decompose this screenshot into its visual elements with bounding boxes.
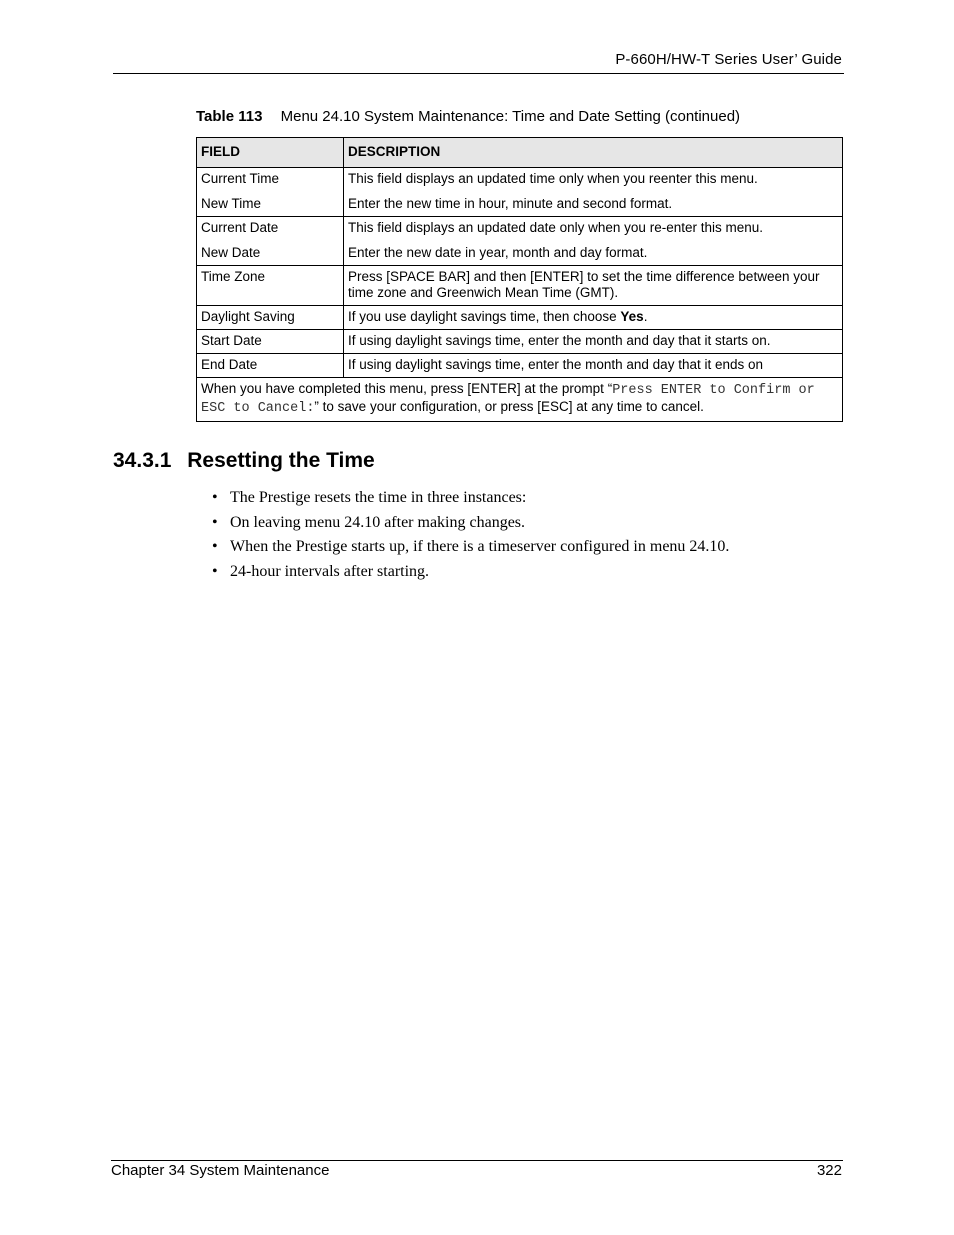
- bullet-icon: •: [212, 538, 218, 555]
- description-cell: [344, 217, 843, 266]
- field-end-date: End Date: [197, 354, 344, 378]
- prompt-code-text: Press ENTER to Confirm or ESC to Cancel:: [201, 383, 815, 416]
- description-cell: If using daylight savings time, enter the month and day that it ends on: [344, 354, 843, 378]
- table-footer-note: [197, 378, 843, 422]
- bullet-list: [212, 488, 729, 586]
- bullet-icon: •: [212, 513, 218, 531]
- description-cell: Press [SPACE BAR] and then [ENTER] to set the time difference between your time zone and Greenwich Mean Time (GMT).: [344, 266, 843, 306]
- description-cell: [344, 168, 843, 217]
- footer-note-text: ” to save your configuration, or press [ESC] at any time to cancel.: [314, 399, 704, 414]
- list-item: [212, 562, 729, 587]
- field-cell: [197, 217, 344, 266]
- footer-note-text: When you have completed this menu, press [ENTER] at the prompt “: [201, 381, 613, 396]
- list-item: [212, 537, 729, 562]
- field-new-time: New Time: [201, 196, 262, 211]
- section-number: 34.3.1: [113, 449, 172, 472]
- description-text: Enter the new date in year, month and day format.: [348, 245, 648, 260]
- table-row: [197, 217, 843, 266]
- table-caption-text: Menu 24.10 System Maintenance: Time and Date Setting (continued): [280, 108, 741, 125]
- table-footer-row: [197, 378, 843, 422]
- field-new-date: New Date: [201, 245, 261, 260]
- header-divider: [113, 73, 844, 74]
- table-row: [197, 168, 843, 217]
- description-text: Enter the new time in hour, minute and second format.: [348, 196, 673, 211]
- description-text: .: [643, 309, 648, 324]
- description-text: If you use daylight savings time, then choose: [348, 309, 621, 324]
- table-caption: [196, 108, 740, 125]
- settings-table: [196, 137, 843, 422]
- bullet-text: When the Prestige starts up, if there is a timeserver configured in menu 24.10.: [230, 538, 730, 555]
- field-cell: [197, 168, 344, 217]
- table-row: [197, 266, 843, 306]
- bullet-icon: •: [212, 562, 218, 580]
- column-header-description: DESCRIPTION: [344, 138, 843, 168]
- field-current-time: Current Time: [201, 171, 280, 186]
- bold-term-yes: Yes: [620, 309, 644, 324]
- table-row: [197, 306, 843, 330]
- field-current-date: Current Date: [201, 220, 279, 235]
- field-start-date: Start Date: [197, 330, 344, 354]
- column-header-field: FIELD: [197, 138, 344, 168]
- table-row: [197, 354, 843, 378]
- field-time-zone: Time Zone: [197, 266, 344, 306]
- description-cell: [344, 306, 843, 330]
- bullet-text: The Prestige resets the time in three instances:: [230, 489, 527, 506]
- list-item: [212, 488, 729, 513]
- table-header-row: [197, 138, 843, 168]
- bullet-icon: •: [212, 489, 218, 506]
- footer-divider: [111, 1160, 843, 1161]
- description-cell: If using daylight savings time, enter the month and day that it starts on.: [344, 330, 843, 354]
- table-caption-number: Table 113: [196, 108, 263, 125]
- section-heading: [113, 449, 375, 473]
- guide-title: P-660H/HW-T Series User’ Guide: [615, 51, 842, 68]
- bullet-text: On leaving menu 24.10 after making changes.: [230, 513, 526, 531]
- list-item: [212, 513, 729, 538]
- table-row: [197, 330, 843, 354]
- field-daylight-saving: Daylight Saving: [197, 306, 344, 330]
- bullet-text: 24-hour intervals after starting.: [230, 562, 430, 580]
- description-text: This field displays an updated time only when you reenter this menu.: [348, 171, 758, 186]
- section-title: Resetting the Time: [187, 449, 375, 472]
- chapter-label: Chapter 34 System Maintenance: [111, 1162, 330, 1179]
- description-text: This field displays an updated date only when you re-enter this menu.: [348, 220, 763, 235]
- page-number: 322: [816, 1162, 842, 1179]
